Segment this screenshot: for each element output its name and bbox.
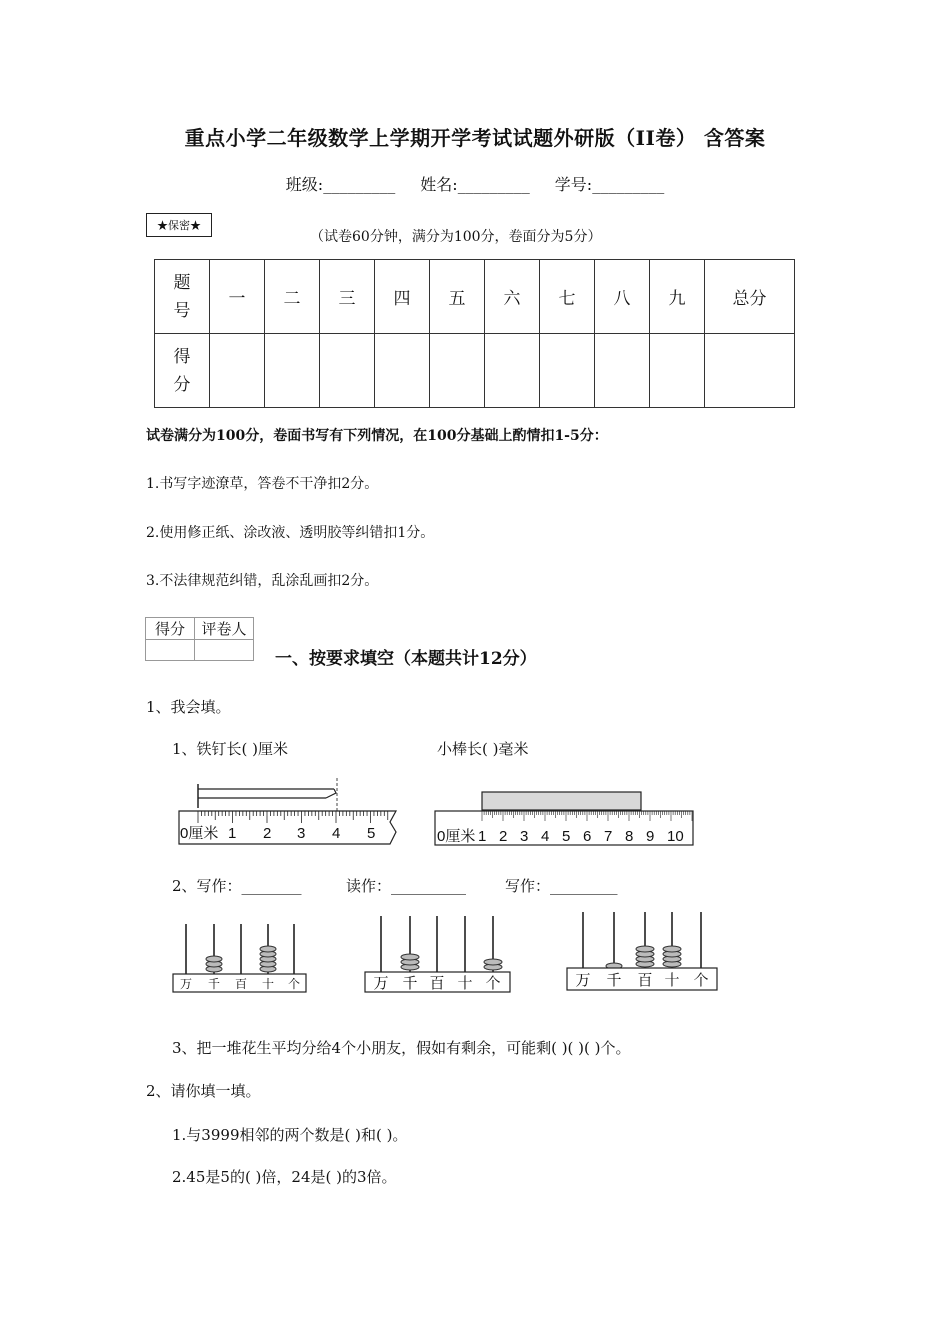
ruler-label: 5 bbox=[367, 825, 376, 842]
abacus-label: 万 bbox=[179, 977, 193, 991]
abacus-2 bbox=[364, 914, 514, 996]
col-header: 四 bbox=[375, 260, 430, 334]
ruler-label: 4 bbox=[541, 828, 550, 845]
question-1-3: 3、把一堆花生平均分给4个小朋友，假如有剩余，可能剩( )( )( )个。 bbox=[172, 1039, 631, 1057]
ruler-label: 10 bbox=[667, 828, 684, 845]
score-cell[interactable] bbox=[210, 334, 265, 408]
section-title: 一、按要求填空（本题共计12分） bbox=[275, 649, 537, 669]
exam-note: （试卷60分钟，满分为100分，卷面分为5分） bbox=[310, 229, 602, 245]
abacus-1 bbox=[172, 920, 310, 996]
ruler-label: 2 bbox=[499, 828, 508, 845]
ruler-label: 2 bbox=[263, 825, 272, 842]
rule-item: 3.不法律规范纠错，乱涂乱画扣2分。 bbox=[146, 573, 379, 589]
name-field: 姓名:_________ bbox=[420, 175, 530, 194]
student-info bbox=[0, 172, 950, 195]
abacus-label: 十 bbox=[457, 974, 473, 992]
question-2-2: 2.45是5的( )倍，24是( )的3倍。 bbox=[172, 1168, 397, 1186]
ruler-label: 7 bbox=[604, 828, 613, 845]
ruler-label: 9 bbox=[646, 828, 655, 845]
score-cell[interactable] bbox=[650, 334, 705, 408]
question-1: 1、我会填。 bbox=[146, 698, 231, 716]
abacus-label: 百 bbox=[234, 977, 248, 991]
stick-icon bbox=[482, 792, 641, 810]
abacus-label: 十 bbox=[664, 971, 680, 989]
score-cell[interactable] bbox=[320, 334, 375, 408]
score-cell[interactable] bbox=[595, 334, 650, 408]
grader-name-cell[interactable] bbox=[195, 640, 254, 661]
score-cell[interactable] bbox=[430, 334, 485, 408]
grader-score-cell[interactable] bbox=[146, 640, 195, 661]
student-id-field: 学号:_________ bbox=[554, 175, 665, 194]
abacus-label: 个 bbox=[287, 977, 301, 991]
nail-icon bbox=[198, 784, 336, 808]
rule-item: 2.使用修正纸、涂改液、透明胶等纠错扣1分。 bbox=[146, 525, 435, 541]
question-2-1: 1.与3999相邻的两个数是( )和( )。 bbox=[172, 1126, 408, 1144]
ruler-label: 8 bbox=[625, 828, 634, 845]
stick-ruler bbox=[433, 790, 697, 850]
score-cell[interactable] bbox=[485, 334, 540, 408]
col-header: 六 bbox=[485, 260, 540, 334]
header-label-cell: 题 号 bbox=[155, 260, 210, 334]
score-cell[interactable] bbox=[375, 334, 430, 408]
question-1-2-write-b: 写作：_________ bbox=[505, 877, 618, 895]
ruler-label: 1 bbox=[228, 825, 237, 842]
abacus-3 bbox=[566, 910, 720, 996]
ruler-label: 3 bbox=[297, 825, 306, 842]
score-cell[interactable] bbox=[705, 334, 795, 408]
question-1-2-write-a: 2、写作：________ bbox=[172, 877, 302, 895]
ruler-label: 0厘米 bbox=[180, 825, 219, 842]
abacus-label: 百 bbox=[429, 974, 445, 992]
col-header: 一 bbox=[210, 260, 265, 334]
abacus-label: 十 bbox=[261, 977, 275, 991]
grader-score-label: 得分 bbox=[146, 618, 195, 640]
confidential-badge: ★保密★ bbox=[146, 213, 212, 237]
row-label-cell: 得 分 bbox=[155, 334, 210, 408]
score-cell[interactable] bbox=[540, 334, 595, 408]
col-header: 二 bbox=[265, 260, 320, 334]
col-header: 总分 bbox=[705, 260, 795, 334]
question-1-1-nail: 1、铁钉长( )厘米 bbox=[172, 740, 289, 758]
col-header: 九 bbox=[650, 260, 705, 334]
score-table bbox=[154, 259, 795, 408]
ruler-label: 0厘米 bbox=[437, 828, 476, 845]
abacus-label: 个 bbox=[693, 971, 709, 989]
score-cell[interactable] bbox=[265, 334, 320, 408]
question-1-2-read: 读作：__________ bbox=[346, 877, 467, 895]
ruler-label: 6 bbox=[583, 828, 592, 845]
class-field: 班级:_________ bbox=[285, 175, 396, 194]
abacus-label: 万 bbox=[575, 971, 591, 989]
ruler-label: 5 bbox=[562, 828, 571, 845]
abacus-label: 千 bbox=[606, 971, 622, 989]
ruler-label: 4 bbox=[332, 825, 341, 842]
abacus-label: 万 bbox=[373, 974, 389, 992]
col-header: 三 bbox=[320, 260, 375, 334]
rule-item: 1.书写字迹潦草，答卷不干净扣2分。 bbox=[146, 476, 379, 492]
abacus-label: 千 bbox=[402, 974, 418, 992]
col-header: 八 bbox=[595, 260, 650, 334]
col-header: 五 bbox=[430, 260, 485, 334]
ruler-label: 1 bbox=[478, 828, 487, 845]
question-2: 2、请你填一填。 bbox=[146, 1082, 261, 1100]
abacus-label: 百 bbox=[637, 971, 653, 989]
document-title: 重点小学二年级数学上学期开学考试试题外研版（II卷） 含答案 bbox=[184, 126, 766, 150]
nail-ruler bbox=[174, 778, 406, 852]
col-header: 七 bbox=[540, 260, 595, 334]
grader-name-label: 评卷人 bbox=[195, 618, 254, 640]
rules-intro: 试卷满分为100分，卷面书写有下列情况，在100分基础上酌情扣1-5分： bbox=[146, 428, 608, 444]
grader-table bbox=[145, 617, 254, 661]
question-1-1-stick: 小棒长( )毫米 bbox=[437, 740, 529, 758]
ruler-label: 3 bbox=[520, 828, 529, 845]
abacus-label: 千 bbox=[207, 977, 221, 991]
abacus-label: 个 bbox=[485, 974, 501, 992]
